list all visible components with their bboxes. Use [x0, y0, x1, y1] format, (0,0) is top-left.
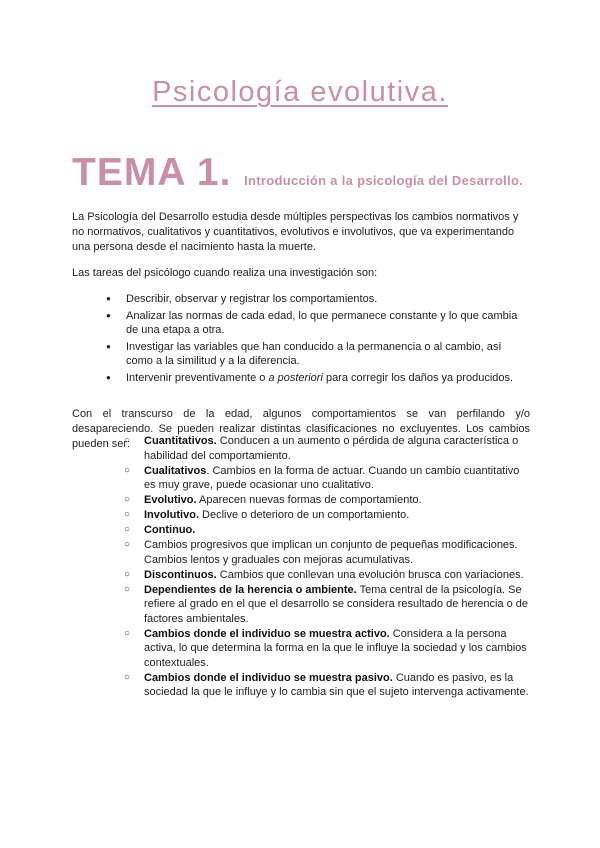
changes-list	[144, 434, 529, 700]
term-label: Discontinuos.	[144, 568, 217, 581]
list-item: ● Investigar las variables que han conducido a la permanencia o al cambio, así como a la similitud y a la diferencia.	[126, 340, 528, 369]
term-description: Aparecen nuevas formas de comportamiento.	[196, 494, 422, 506]
term-label: Involutivo.	[144, 509, 199, 521]
list-item	[144, 568, 529, 583]
task-text: para corregir los daños ya producidos.	[322, 371, 514, 384]
term-description: Conducen a un aumento o pérdida de alguna característica o habilidad del comportamiento.	[144, 435, 519, 462]
list-item	[144, 583, 529, 627]
list-item	[144, 464, 529, 493]
list-item	[144, 671, 529, 700]
term-description: Cuando es pasivo, es la sociedad la que le influye y lo cambia sin que el sujeto intervenga activamente.	[144, 671, 529, 698]
list-item	[144, 434, 529, 463]
list-item: ● Analizar las normas de cada edad, lo que permanece constante y lo que cambia de una etapa a otra.	[126, 309, 528, 338]
tasks-list	[126, 292, 528, 387]
term-label: Cambios donde el individuo se muestra pasivo.	[144, 671, 393, 684]
term-label: Cualitativos	[144, 464, 207, 477]
section-number: TEMA 1.	[72, 151, 232, 194]
task-italic-text: a posteriori	[268, 371, 323, 384]
intro-paragraph: La Psicología del Desarrollo estudia desde múltiples perspectivas los cambios normativos y no normativos, cualitativos y cuantitativos, evolutivos e involutivos, que va experimentando una persona desde el nacimiento hasta la muerte.	[72, 211, 519, 253]
list-item	[126, 371, 528, 386]
changes-paragraph: Con el transcurso de la edad, algunos comportamientos se van perfilando y/o desapareciendo. Se pueden realizar distintas clasificaciones no excluyentes. Los cambios pueden ser:	[72, 408, 530, 450]
task-text: Intervenir preventivamente o	[126, 371, 269, 384]
term-description: Considera a la persona activa, lo que determina la forma en la que le influye la sociedad y los cambios contextuales.	[144, 627, 527, 669]
term-description: Declive o deterioro de un comportamiento.	[199, 509, 410, 521]
term-description: . Cambios en la forma de actuar. Cuando un cambio cuantitativo es muy grave, puede ocasionar uno cualitativo.	[144, 464, 520, 491]
list-item	[144, 627, 529, 671]
list-item	[144, 508, 529, 523]
term-description: Cambios que conllevan una evolución brusca con variaciones.	[216, 568, 524, 581]
list-item	[144, 538, 529, 567]
term-description: Cambios progresivos que implican un conjunto de pequeñas modificaciones. Cambios lentos y graduales con mejoras acumulativas.	[144, 539, 518, 566]
section-heading	[72, 151, 523, 195]
list-item	[144, 493, 529, 508]
term-description: Tema central de la psicología. Se refiere al grado en el que el desarrollo se considera resultado de herencia o de factores ambientales.	[144, 583, 529, 625]
term-label: Dependientes de la herencia o ambiente.	[144, 583, 357, 596]
term-label: Evolutivo.	[144, 494, 197, 506]
tasks-intro: Las tareas del psicólogo cuando realiza una investigación son:	[72, 267, 378, 279]
section-subtitle: Introducción a la psicología del Desarrollo.	[244, 173, 524, 188]
term-label: Continuo.	[144, 524, 196, 536]
list-item	[144, 523, 529, 538]
term-label: Cuantitativos.	[144, 435, 217, 447]
list-item: ● Describir, observar y registrar los comportamientos.	[126, 292, 528, 307]
term-label: Cambios donde el individuo se muestra activo.	[144, 627, 390, 640]
document-title: Psicología evolutiva.	[152, 76, 448, 108]
